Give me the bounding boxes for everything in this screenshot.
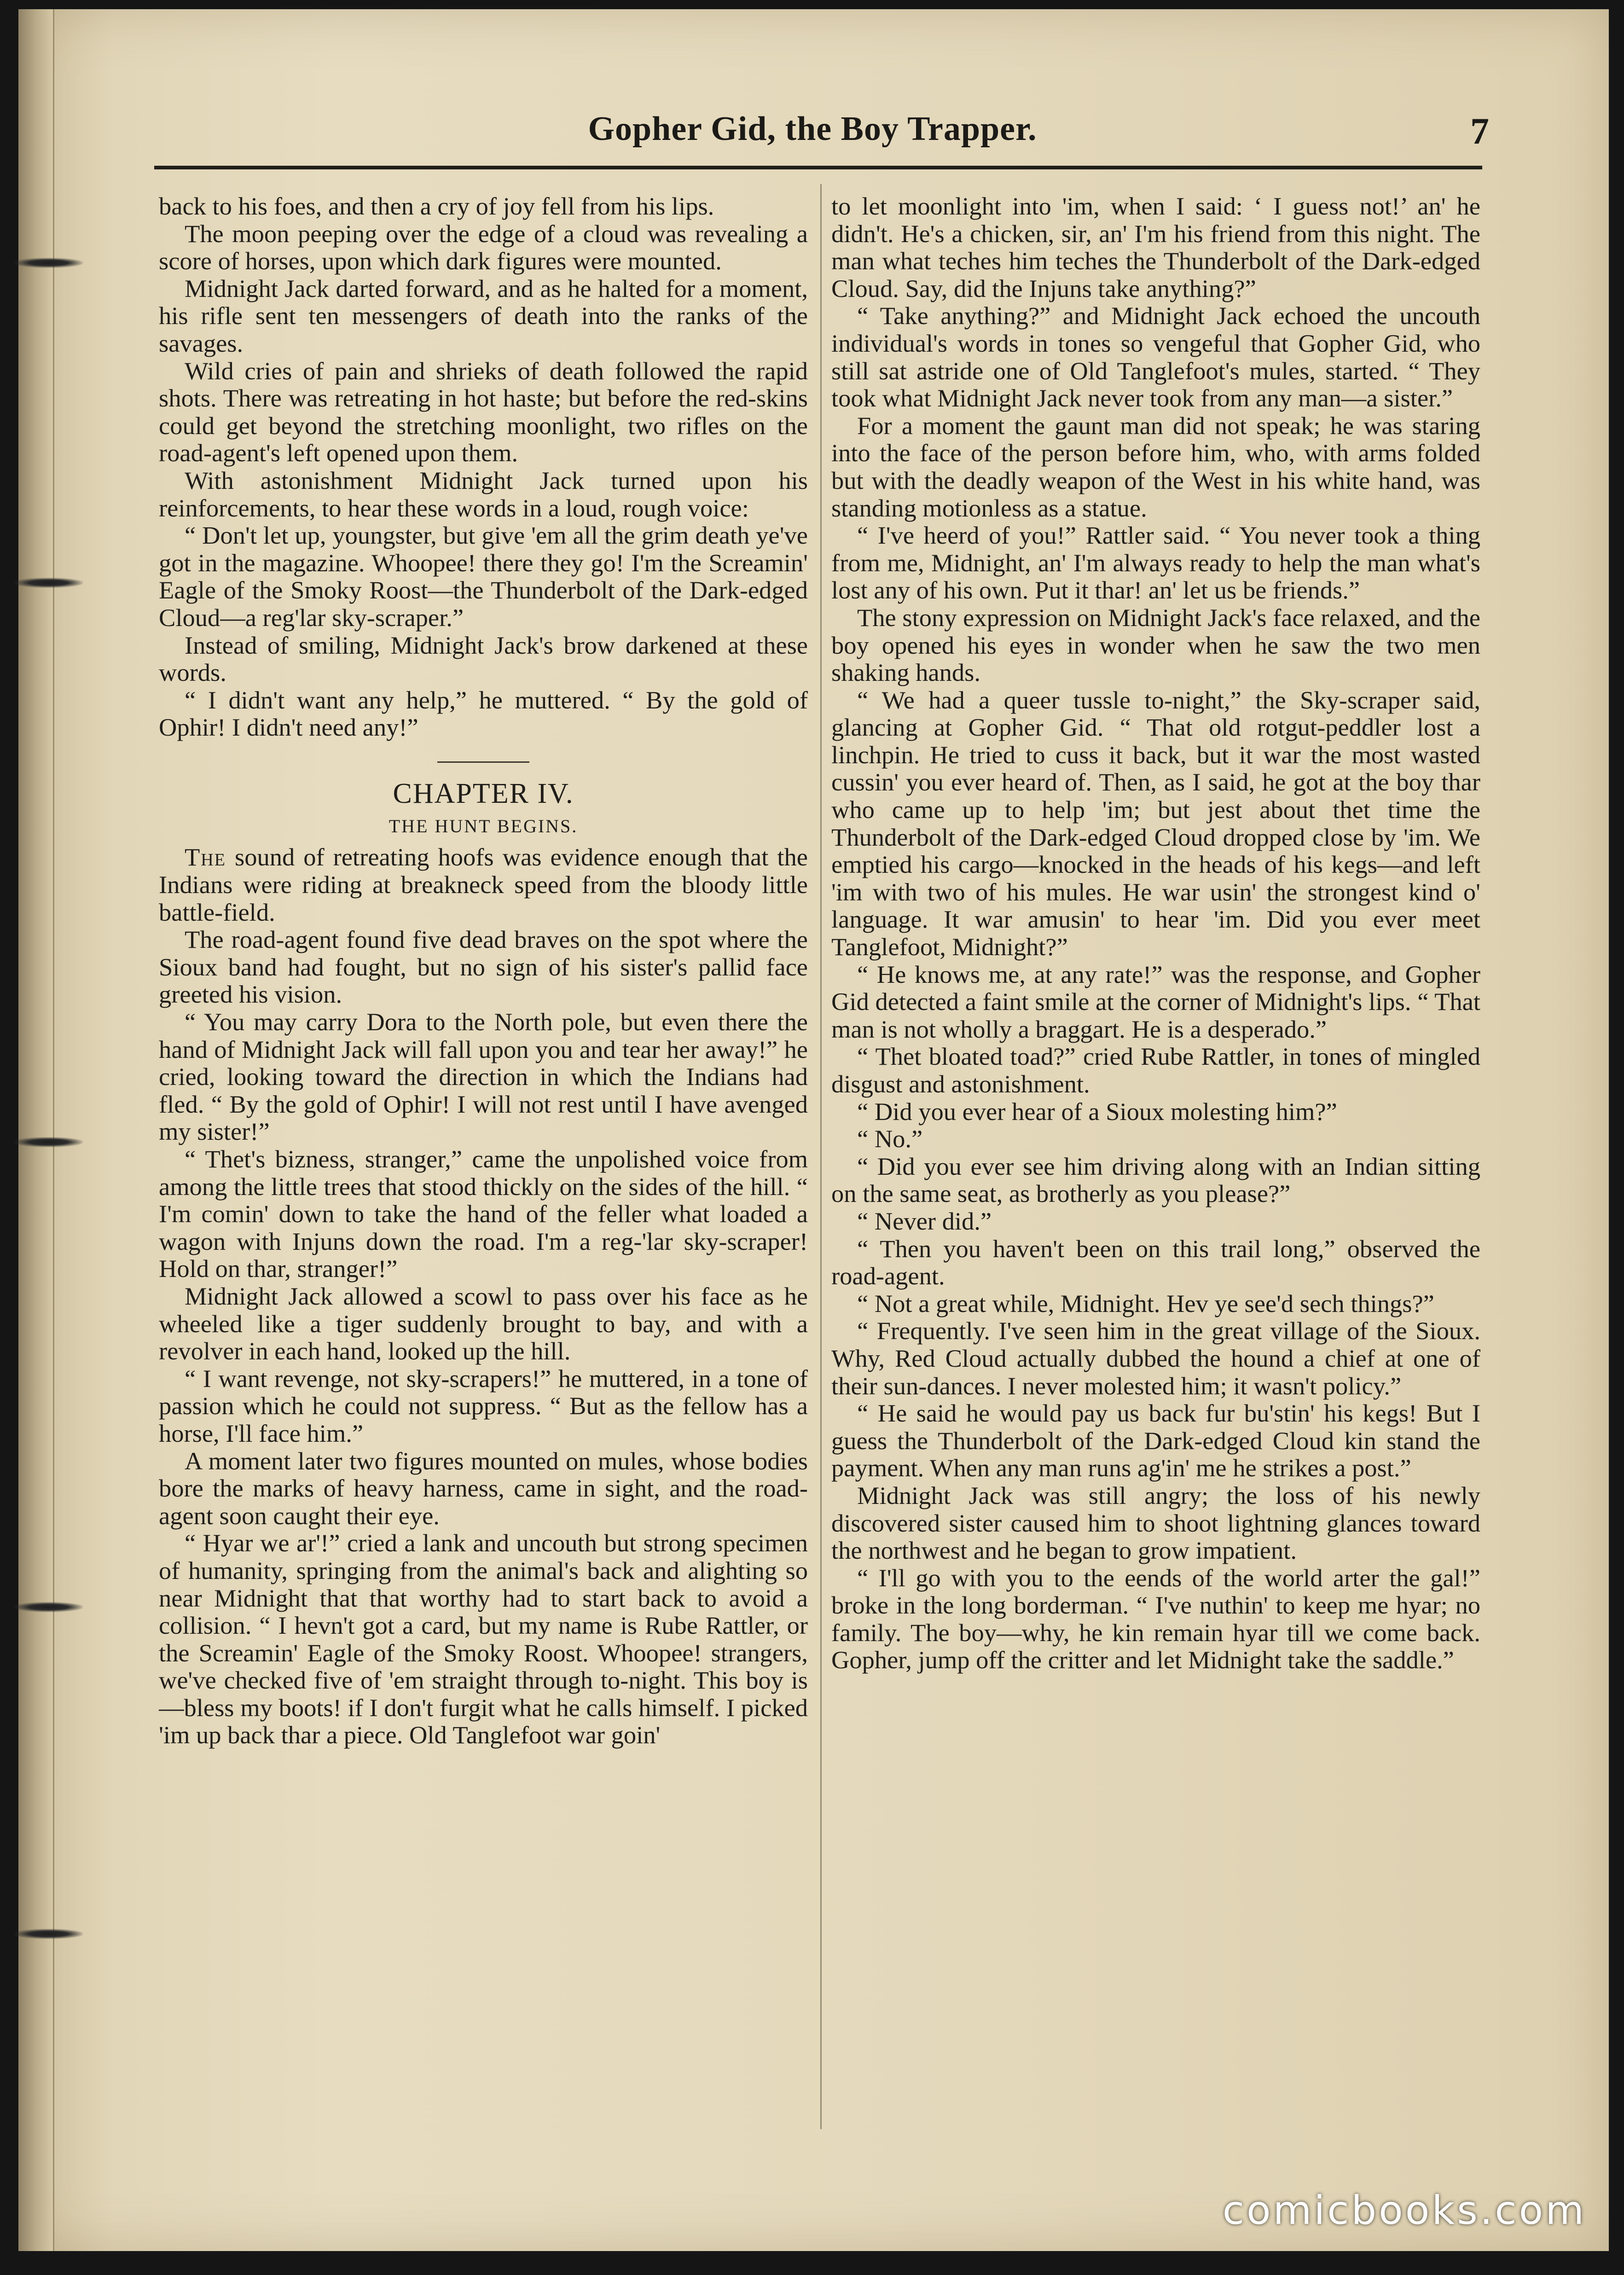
paragraph: With astonishment Midnight Jack turned upon his reinforcements, to hear these words in a loud, rough voice:: [159, 466, 808, 522]
paragraph: “ Did you ever hear of a Sioux molesting him?”: [857, 1097, 1337, 1126]
chapter-divider: [437, 761, 529, 763]
paragraph: Midnight Jack was still angry; the loss of his newly discovered sister caused him to shoot lightning glances toward the northwest and he began to grow impatient.: [831, 1481, 1480, 1565]
left-column: [159, 192, 808, 2126]
page-number: 7: [1470, 110, 1489, 152]
paragraph: “ I'll go with you to the eends of the world arter the gal!” broke in the long borderman. “ I've nuthin' to keep me hyar; no family. The boy—why, he kin remain hyar till we come back. Gopher, jump off the critter and let Midnight take the saddle.”: [831, 1563, 1480, 1674]
binding-stitch: [14, 258, 83, 268]
paragraph: “ Never did.”: [857, 1207, 992, 1235]
paragraph: For a moment the gaunt man did not speak; he was staring into the face of the person before him, who, with arms folded but with the deadly weapon of the West in his white hand, was standing motionless as a statue.: [831, 411, 1480, 522]
page-header: [145, 110, 1489, 160]
chapter-title: CHAPTER IV.: [393, 778, 574, 809]
binding-stitch: [14, 1929, 83, 1939]
paragraph: “ I didn't want any help,” he muttered. “ By the gold of Ophir! I didn't need any!”: [159, 685, 808, 742]
paragraph: “ I've heerd of you!” Rattler said. “ You never took a thing from me, Midnight, an' I'm always ready to help the man what's lost any of his own. Put it thar! an' let us be friends.”: [831, 521, 1480, 604]
paragraph: back to his foes, and then a cry of joy fell from his lips.: [159, 192, 714, 220]
paragraph: Midnight Jack darted forward, and as he halted for a moment, his rifle sent ten messengers of death into the ranks of the savages.: [159, 274, 808, 357]
paragraph: Midnight Jack allowed a scowl to pass over his face as he wheeled like a tiger suddenly brought to bay, and with a revolver in each hand, looked up the hill.: [159, 1282, 808, 1365]
paragraph: “ We had a queer tussle to-night,” the Sky-scraper said, glancing at Gopher Gid. “ That old rotgut-peddler lost a linchpin. He tried to cuss it back, but it war the most wasted cussin' you ever heard of. Then, as I said, he got at the boy thar who came up to help 'im; but jest about thet time the Thunderbolt of the Dark-edged Cloud dropped close by 'im. We emptied his cargo—knocked in the heads of his kegs—and left 'im with two of his mules. He war usin' the strongest kind o' language. It war amusin' to hear 'im. Did you ever meet Tanglefoot, Midnight?”: [831, 685, 1480, 961]
paragraph: “ You may carry Dora to the North pole, but even there the hand of Midnight Jack will fall upon you and tear her away!” he cried, looking toward the direction in which the Indians had fled. “ By the gold of Ophir! I will not rest until I have avenged my sister!”: [159, 1008, 808, 1146]
paragraph: “ Don't let up, youngster, but give 'em all the grim death ye've got in the magazine. Whoopee! there they go! I'm the Screamin' Eagle of the Smoky Roost—the Thunderbolt of the Dark-edged Cloud—a reg'lar sky-scraper.”: [159, 521, 808, 632]
paragraph: “ Then you haven't been on this trail long,” observed the road-agent.: [831, 1234, 1480, 1290]
paragraph: The stony expression on Midnight Jack's face relaxed, and the boy opened his eyes in wonder when he saw the two men shaking hands.: [831, 603, 1480, 687]
site-watermark: comicbooks.com: [1222, 2188, 1586, 2234]
chapter-opening-paragraph: [159, 843, 808, 926]
paragraph: “ He said he would pay us back fur bu'stin' his kegs! But I guess the Thunderbolt of the Dark-edged Cloud kin stand the payment. When any man runs ag'in' me he strikes a post.”: [831, 1399, 1480, 1482]
opening-word: The: [185, 843, 226, 871]
paragraph: “ Hyar we ar'!” cried a lank and uncouth but strong specimen of humanity, springing from the animal's back and alighting so near Midnight that that worthy had to start back to avoid a collision. “ I hevn't got a card, but my name is Rube Rattler, or the Screamin' Eagle of the Smoky Roost. Whoopee! strangers, we've checked five of 'em straight through to-night. This boy is—bless my boots! if I don't furgit what he calls himself. I picked 'im up back thar a piece. Old Tanglefoot war goin': [159, 1529, 808, 1749]
chapter-heading: [159, 761, 808, 810]
binding-stitch: [14, 1137, 83, 1147]
header-rule: [154, 166, 1482, 169]
paragraph: “ No.”: [857, 1125, 923, 1153]
paragraph: The road-agent found five dead braves on the spot where the Sioux band had fought, but no sign of his sister's pallid face greeted his vision.: [159, 925, 808, 1009]
paragraph: to let moonlight into 'im, when I said: ‘ I guess not!’ an' he didn't. He's a chicken, sir, an' I'm his friend from this night. The man what teches him teches the Thunderbolt of the Dark-edged Cloud. Say, did the Injuns take anything?”: [831, 192, 1480, 302]
paragraph: The moon peeping over the edge of a cloud was revealing a score of horses, upon which dark figures were mounted.: [159, 219, 808, 275]
chapter-subtitle: THE HUNT BEGINS.: [389, 815, 578, 836]
paragraph: A moment later two figures mounted on mules, whose bodies bore the marks of heavy harness, came in sight, and the road-agent soon caught their eye.: [159, 1446, 808, 1530]
paragraph: Wild cries of pain and shrieks of death followed the rapid shots. There was retreating in hot haste; but before the red-skins could get beyond the stretching moonlight, two rifles on the road-agent's left opened upon them.: [159, 356, 808, 467]
paragraph: “ Frequently. I've seen him in the great village of the Sioux. Why, Red Cloud actually dubbed the hound a chief at one of their sun-dances. I never molested him; it wasn't policy.”: [831, 1317, 1480, 1400]
binding-spine: [18, 9, 54, 2251]
opening-text: sound of retreating hoofs was evidence enough that the Indians were riding at breakneck speed from the bloody little battle-field.: [159, 843, 808, 926]
paragraph: “ He knows me, at any rate!” was the response, and Gopher Gid detected a faint smile at the corner of Midnight's lips. “ That man is not wholly a braggart. He is a desperado.”: [831, 960, 1480, 1043]
binding-stitch: [14, 578, 83, 588]
paragraph: Instead of smiling, Midnight Jack's brow darkened at these words.: [159, 631, 808, 687]
column-divider: [820, 184, 822, 2129]
paragraph: “ Take anything?” and Midnight Jack echoed the uncouth individual's words in tones so vengeful that Gopher Gid, who still sat astride one of Old Tanglefoot's mules, started. “ They took what Midnight Jack never took from any man—a sister.”: [831, 302, 1480, 412]
paragraph: “ Did you ever see him driving along with an Indian sitting on the same seat, as brotherly as you please?”: [831, 1152, 1480, 1208]
running-title: Gopher Gid, the Boy Trapper.: [588, 110, 1037, 148]
paragraph: “ Not a great while, Midnight. Hev ye see'd sech things?”: [857, 1289, 1434, 1317]
binding-stitch: [14, 1602, 83, 1612]
paragraph: “ Thet's bizness, stranger,” came the unpolished voice from among the little trees that stood thickly on the sides of the hill. “ I'm comin' down to take the hand of the feller what loaded a wagon with Injuns down the road. I'm a reg-'lar sky-scraper! Hold on thar, stranger!”: [159, 1145, 808, 1283]
paragraph: “ Thet bloated toad?” cried Rube Rattler, in tones of mingled disgust and astonishment.: [831, 1042, 1480, 1098]
paragraph: “ I want revenge, not sky-scrapers!” he muttered, in a tone of passion which he could not suppress. “ But as the fellow has a horse, I'll face him.”: [159, 1364, 808, 1447]
right-column: [831, 192, 1480, 2126]
